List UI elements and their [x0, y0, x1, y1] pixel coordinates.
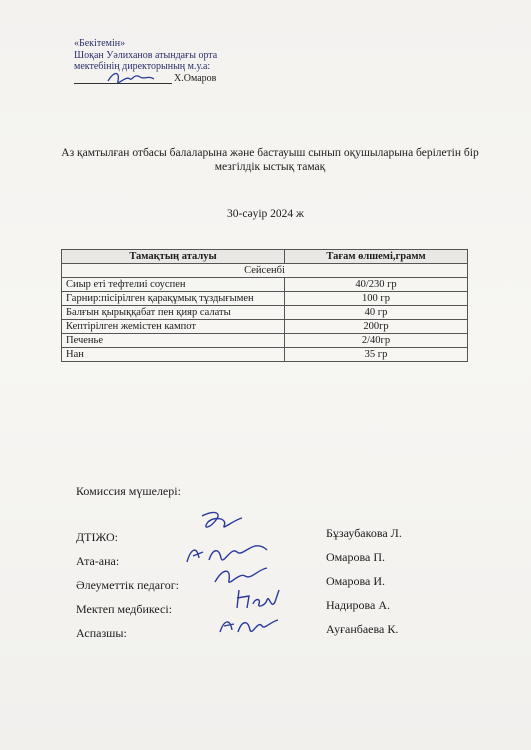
amount-cell: 2/40гр	[285, 334, 468, 348]
approval-line: «Бекітемін»	[74, 38, 126, 49]
table-row	[62, 278, 468, 292]
table-row	[62, 292, 468, 306]
signature-icon	[216, 612, 282, 640]
amount-cell: 100 гр	[285, 292, 468, 306]
director-signature-icon	[104, 67, 164, 89]
table-row	[62, 348, 468, 362]
signature-icon	[231, 584, 287, 614]
table-header-row	[62, 250, 468, 264]
member-role: Аспазшы:	[76, 626, 127, 640]
director-signature-row	[74, 73, 264, 86]
member-row	[76, 550, 496, 574]
dish-cell: Балғын қырыққабат пен қияр салаты	[62, 306, 285, 320]
dish-cell: Сиыр еті тефтелиі соуспен	[62, 278, 285, 292]
amount-cell: 35 гр	[285, 348, 468, 362]
approval-block	[74, 38, 264, 86]
member-role: Ата-ана:	[76, 554, 120, 568]
table-row	[62, 306, 468, 320]
document-title: Аз қамтылған отбасы балаларына және бастауыш сынып оқушыларына берілетін бір мезгілдік ыстық тамақ	[61, 147, 479, 173]
column-header-amount: Тағам өлшемі,грамм	[285, 250, 468, 264]
member-name: Надирова А.	[326, 598, 391, 612]
member-row	[76, 526, 496, 550]
dish-cell: Нан	[62, 348, 285, 362]
document-date: 30-сәуір 2024 ж	[227, 208, 304, 220]
day-row	[62, 264, 468, 278]
amount-cell: 40 гр	[285, 306, 468, 320]
approval-line: Шоқан Уәлиханов атындағы орта	[74, 49, 218, 61]
dish-cell: Кептірілген жемістен кампот	[62, 320, 285, 334]
commission-label: Комиссия мүшелері:	[76, 484, 181, 498]
amount-cell: 40/230 гр	[285, 278, 468, 292]
member-name: Омарова П.	[326, 550, 386, 564]
member-role: ДТІЖО:	[76, 530, 118, 544]
amount-cell: 200гр	[285, 320, 468, 334]
member-name: Бұзаубакова Л.	[326, 526, 402, 540]
member-role: Әлеуметтік педагог:	[76, 578, 179, 592]
table-row	[62, 334, 468, 348]
member-name: Ауғанбаева К.	[326, 622, 399, 636]
director-name: Х.Омаров	[174, 72, 217, 84]
day-label: Сейсенбі	[62, 264, 468, 278]
signature-icon	[194, 508, 254, 538]
member-row	[76, 622, 496, 646]
member-name: Омарова И.	[326, 574, 386, 588]
table-row	[62, 320, 468, 334]
dish-cell: Гарнир:пісірілген қарақұмық тұздығымен	[62, 292, 285, 306]
menu-table	[61, 249, 468, 362]
column-header-dish: Тамақтың аталуы	[62, 250, 285, 264]
member-row	[76, 598, 496, 622]
member-role: Мектеп медбикесі:	[76, 602, 173, 616]
dish-cell: Печенье	[62, 334, 285, 348]
approval-line: мектебінің директорының м.у.а:	[74, 61, 211, 72]
